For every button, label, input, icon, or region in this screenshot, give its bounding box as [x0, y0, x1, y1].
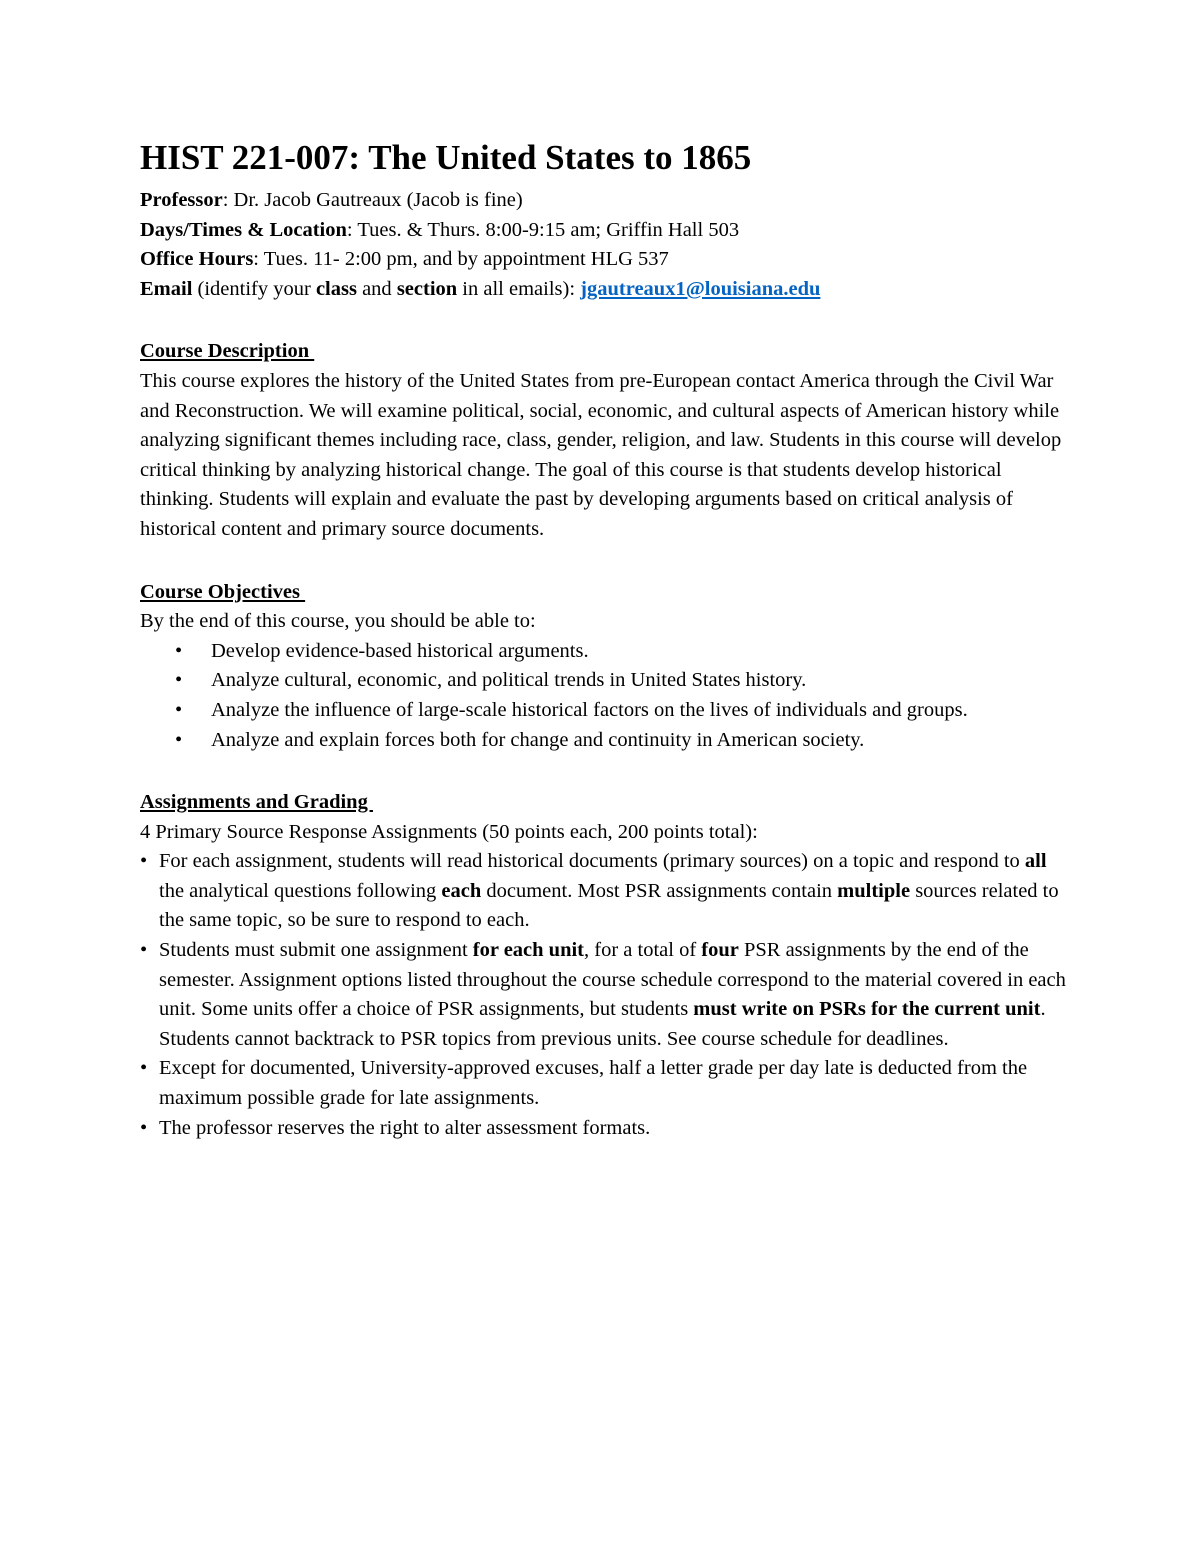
list-item-text: Analyze cultural, economic, and political trends in United States history. [211, 669, 807, 692]
item-text: . Students cannot backtrack to PSR topics from previous units. See course schedule for deadlines. [159, 998, 1046, 1050]
list-item [140, 637, 1070, 667]
assignments-grading-heading: Assignments and Grading [140, 791, 373, 814]
bullet-icon: • [140, 1116, 148, 1139]
emphasis-text: four [701, 939, 739, 962]
spacer [140, 545, 1070, 578]
bullet-icon: • [175, 728, 183, 751]
bullet-icon: • [175, 698, 183, 721]
email-line [140, 275, 1070, 305]
list-item [140, 1114, 1070, 1144]
emphasis-text: must write on PSRs for the current unit [693, 998, 1041, 1021]
item-text: PSR assignments by the end of the semester. Assignment options listed throughout the course schedule correspond to the material covered in each unit. Some units offer a choice of PSR assignments, but students [159, 939, 1066, 1021]
list-item-text: Analyze and explain forces both for change and continuity in American society. [211, 728, 865, 751]
emphasis-text: all [1024, 850, 1047, 873]
email-class-word: class [315, 277, 357, 300]
bullet-icon: • [140, 1057, 148, 1080]
office-hours-line [140, 245, 1070, 275]
days-times-value: : Tues. & Thurs. 8:00-9:15 am; Griffin Hall 503 [346, 218, 740, 241]
professor-line [140, 186, 1070, 216]
item-text: , for a total of [584, 939, 702, 962]
objectives-intro: By the end of this course, you should be able to: [140, 610, 536, 633]
document-page [140, 138, 1070, 1143]
email-label: Email [140, 277, 193, 300]
office-hours-value: : Tues. 11- 2:00 pm, and by appointment HLG 537 [253, 248, 669, 271]
grading-intro: 4 Primary Source Response Assignments (50 points each, 200 points total): [140, 820, 758, 843]
objectives-list [140, 637, 1070, 755]
emphasis-text: each [441, 879, 482, 902]
course-description-heading: Course Description [140, 340, 315, 363]
item-text: The professor reserves the right to alter assessment formats. [159, 1116, 651, 1139]
email-text-1: (identify your [192, 277, 316, 300]
email-text-3: in all emails): [457, 277, 581, 300]
spacer [140, 755, 1070, 788]
email-text-2: and [356, 277, 397, 300]
emphasis-text: for each unit [472, 939, 585, 962]
list-item [140, 666, 1070, 696]
professor-label: Professor [140, 189, 223, 211]
item-text: Students must submit one assignment [159, 939, 473, 962]
bullet-icon: • [140, 939, 148, 962]
course-objectives-heading: Course Objectives [140, 580, 306, 603]
bullet-icon: • [175, 669, 183, 692]
item-text: For each assignment, students will read historical documents (primary sources) on a topic and respond to [159, 850, 1025, 873]
course-title: HIST 221-007: The United States to 1865 [140, 138, 752, 177]
list-item [140, 1054, 1070, 1113]
bullet-icon: • [140, 850, 148, 873]
grading-list [140, 847, 1070, 1143]
professor-value: : Dr. Jacob Gautreaux (Jacob is fine) [222, 189, 523, 211]
email-section-word: section [396, 277, 458, 300]
days-times-line [140, 216, 1070, 246]
list-item-text: Analyze the influence of large-scale historical factors on the lives of individuals and groups. [211, 698, 968, 721]
bullet-icon: • [175, 639, 183, 662]
item-text: the analytical questions following [159, 879, 442, 902]
course-description-text: This course explores the history of the United States from pre-European contact America through the Civil War and Reconstruction. We will examine political, social, economic, and cultural aspects of American history while analyzing significant themes including race, class, gender, religion, and law. Students in this course will develop critical thinking by analyzing historical change. The goal of this course is that students develop historical thinking. Students will explain and evaluate the past by developing arguments based on critical analysis of historical content and primary source documents. [140, 369, 1062, 540]
days-times-label: Days/Times & Location [140, 218, 347, 241]
list-item-text: Develop evidence-based historical arguments. [211, 639, 589, 662]
item-text: Except for documented, University-approved excuses, half a letter grade per day late is deducted from the maximum possible grade for late assignments. [159, 1057, 1028, 1110]
list-item [140, 726, 1070, 756]
item-text: sources related to the same topic, so be sure to respond to each. [159, 879, 1059, 932]
list-item [140, 847, 1070, 936]
office-hours-label: Office Hours [140, 248, 254, 271]
email-link[interactable]: jgautreaux1@louisiana.edu [580, 277, 821, 300]
spacer [140, 304, 1070, 337]
emphasis-text: multiple [837, 879, 911, 902]
item-text: document. Most PSR assignments contain [481, 879, 838, 902]
list-item [140, 696, 1070, 726]
list-item [140, 936, 1070, 1054]
